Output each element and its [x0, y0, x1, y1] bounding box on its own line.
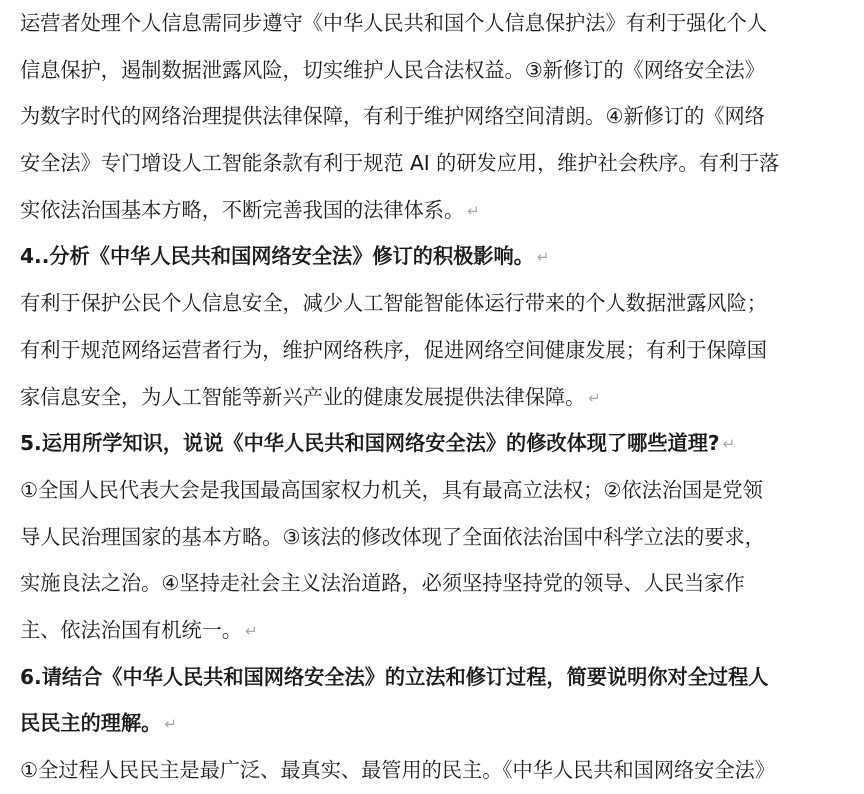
- text-line: [20, 467, 844, 514]
- question-heading: [20, 420, 844, 467]
- line-text: 有利于保护公民个人信息安全，减少人工智能智能体运行带来的个人数据泄露风险；: [20, 291, 767, 316]
- line-text: 导人民治理国家的基本方略。③该法的修改体现了全面依法治国中科学立法的要求，: [20, 524, 765, 549]
- text-line: [20, 47, 844, 94]
- text-line: [20, 327, 844, 374]
- question-heading: [20, 233, 844, 280]
- paragraph-mark-icon: ↵: [164, 715, 177, 734]
- text-line: [20, 280, 844, 327]
- paragraph-mark-icon: ↵: [588, 388, 601, 407]
- document-body: [20, 0, 844, 794]
- line-text: 安全法》专门增设人工智能条款有利于规范 AI 的研发应用，维护社会秩序。有利于落: [20, 151, 780, 176]
- line-text: 运营者处理个人信息需同步遵守《中华人民共和国个人信息保护法》有利于强化个人: [20, 11, 767, 35]
- line-text: 民民主的理解。: [20, 711, 162, 736]
- line-text: 实依法治国基本方略，不断完善我国的法律体系。: [20, 197, 465, 222]
- line-text: 主、依法治国有机统一。: [20, 617, 243, 642]
- paragraph-mark-icon: ↵: [536, 248, 550, 267]
- line-text: 4..分析《中华人民共和国网络安全法》修订的积极影响。: [20, 244, 534, 269]
- line-text: ①全过程人民民主是最广泛、最真实、最管用的民主。《中华人民共和国网络安全法》: [20, 758, 775, 782]
- line-text: 家信息安全，为人工智能等新兴产业的健康发展提供法律保障。: [20, 384, 586, 409]
- line-text: 5.运用所学知识，说说《中华人民共和国网络安全法》的修改体现了哪些道理?: [20, 431, 720, 456]
- line-text: ①全国人民代表大会是我国最高国家权力机关，具有最高立法权；②依法治国是党领: [20, 477, 763, 502]
- text-line: [20, 560, 844, 607]
- text-line: [20, 0, 844, 47]
- text-line: [20, 140, 844, 187]
- text-line: [20, 514, 844, 561]
- line-text: 信息保护，遏制数据泄露风险，切实维护人民合法权益。③新修订的《网络安全法》: [20, 57, 765, 82]
- line-text: 有利于规范网络运营者行为，维护网络秩序，促进网络空间健康发展；有利于保障国: [20, 337, 767, 362]
- text-line: [20, 93, 844, 140]
- line-text: 为数字时代的网络治理提供法律保障，有利于维护网络空间清朗。④新修订的《网络: [20, 104, 765, 129]
- text-line: [20, 747, 844, 794]
- text-line: [20, 374, 844, 421]
- text-line: [20, 187, 844, 234]
- question-heading: [20, 654, 844, 701]
- line-text: 6.请结合《中华人民共和国网络安全法》的立法和修订过程，简要说明你对全过程人: [20, 664, 769, 689]
- line-text: 实施良法之治。④坚持走社会主义法治道路，必须坚持坚持党的领导、人民当家作: [20, 571, 745, 596]
- text-line: [20, 607, 844, 654]
- paragraph-mark-icon: ↵: [245, 621, 258, 640]
- question-heading: [20, 700, 844, 747]
- paragraph-mark-icon: ↵: [467, 201, 480, 220]
- paragraph-mark-icon: ↵: [722, 435, 736, 454]
